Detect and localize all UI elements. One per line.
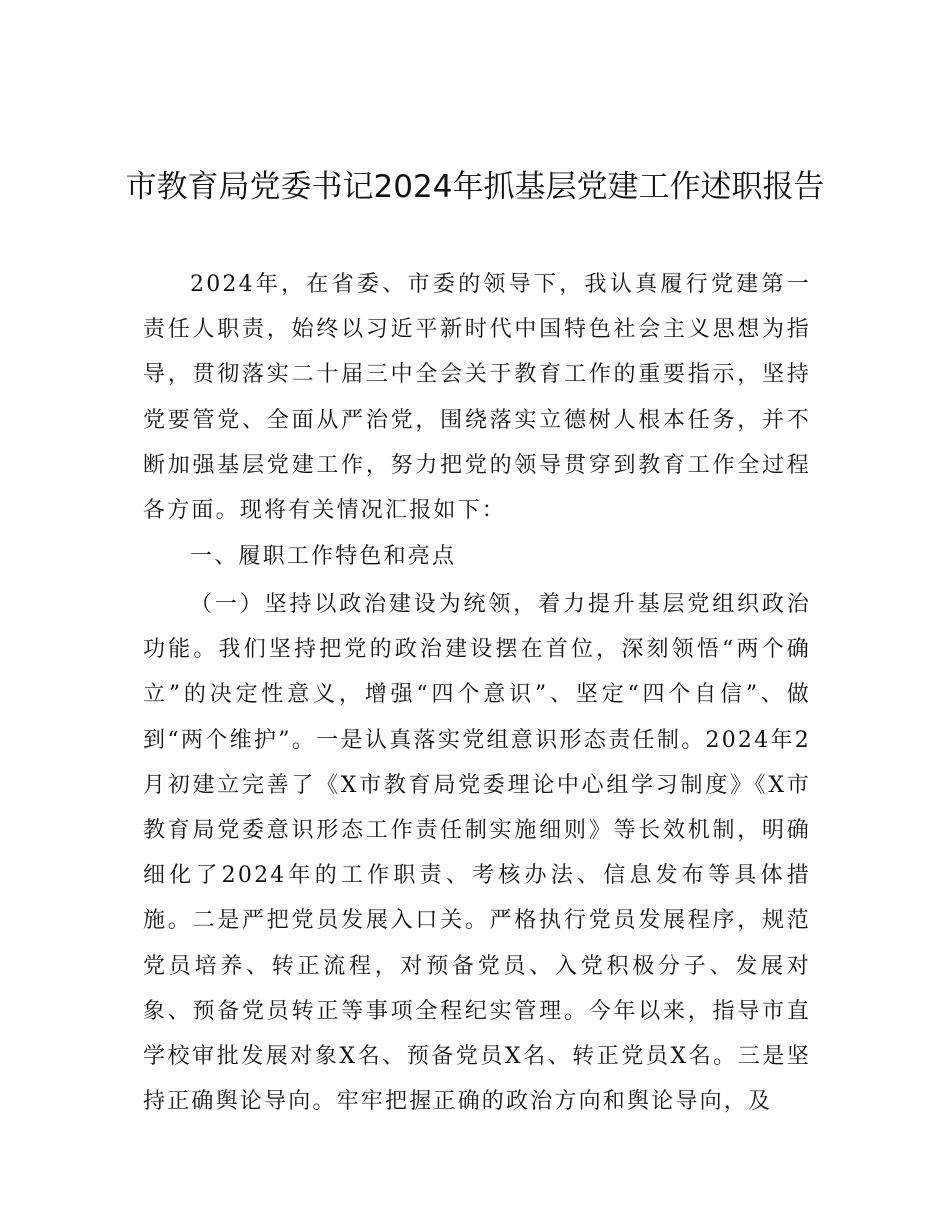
section-paragraph-block xyxy=(143,582,811,1124)
intro-paragraph: 2024年，在省委、市委的领导下，我认真履行党建第一责任人职责，始终以习近平新时代中国特色社会主义思想为指导，贯彻落实二十届三中全会关于教育工作的重要指示，坚持党要管党、全面从严治党，围绕落实立德树人根本任务，并不断加强基层党建工作，努力把党的领导贯穿到教育工作全过程各方面。现将有关情况汇报如下： xyxy=(143,272,811,524)
section-heading-block xyxy=(143,534,811,579)
intro-paragraph-block xyxy=(143,262,811,533)
section-heading: 一、履职工作特色和亮点 xyxy=(190,544,457,569)
document-title: 市教育局党委书记2024年抓基层党建工作述职报告 xyxy=(125,169,825,205)
section-paragraph: （一）坚持以政治建设为统领，着力提升基层党组织政治功能。我们坚持把党的政治建设摆在首位，深刻领悟“两个确立”的决定性意义，增强“四个意识”、坚定“四个自信”、做到“两个维护”。一是认真落实党组意识形态责任制。2024年2月初建立完善了《X市教育局党委理论中心组学习制度》《X市教育局党委意识形态工作责任制实施细则》等长效机制，明确细化了2024年的工作职责、考核办法、信息发布等具体措施。二是严把党员发展入口关。严格执行党员发展程序，规范党员培养、转正流程，对预备党员、入党积极分子、发展对象、预备党员转正等事项全程纪实管理。今年以来，指导市直学校审批发展对象X名、预备党员X名、转正党员X名。三是坚持正确舆论导向。牢牢把握正确的政治方向和舆论导向，及 xyxy=(143,592,811,1115)
